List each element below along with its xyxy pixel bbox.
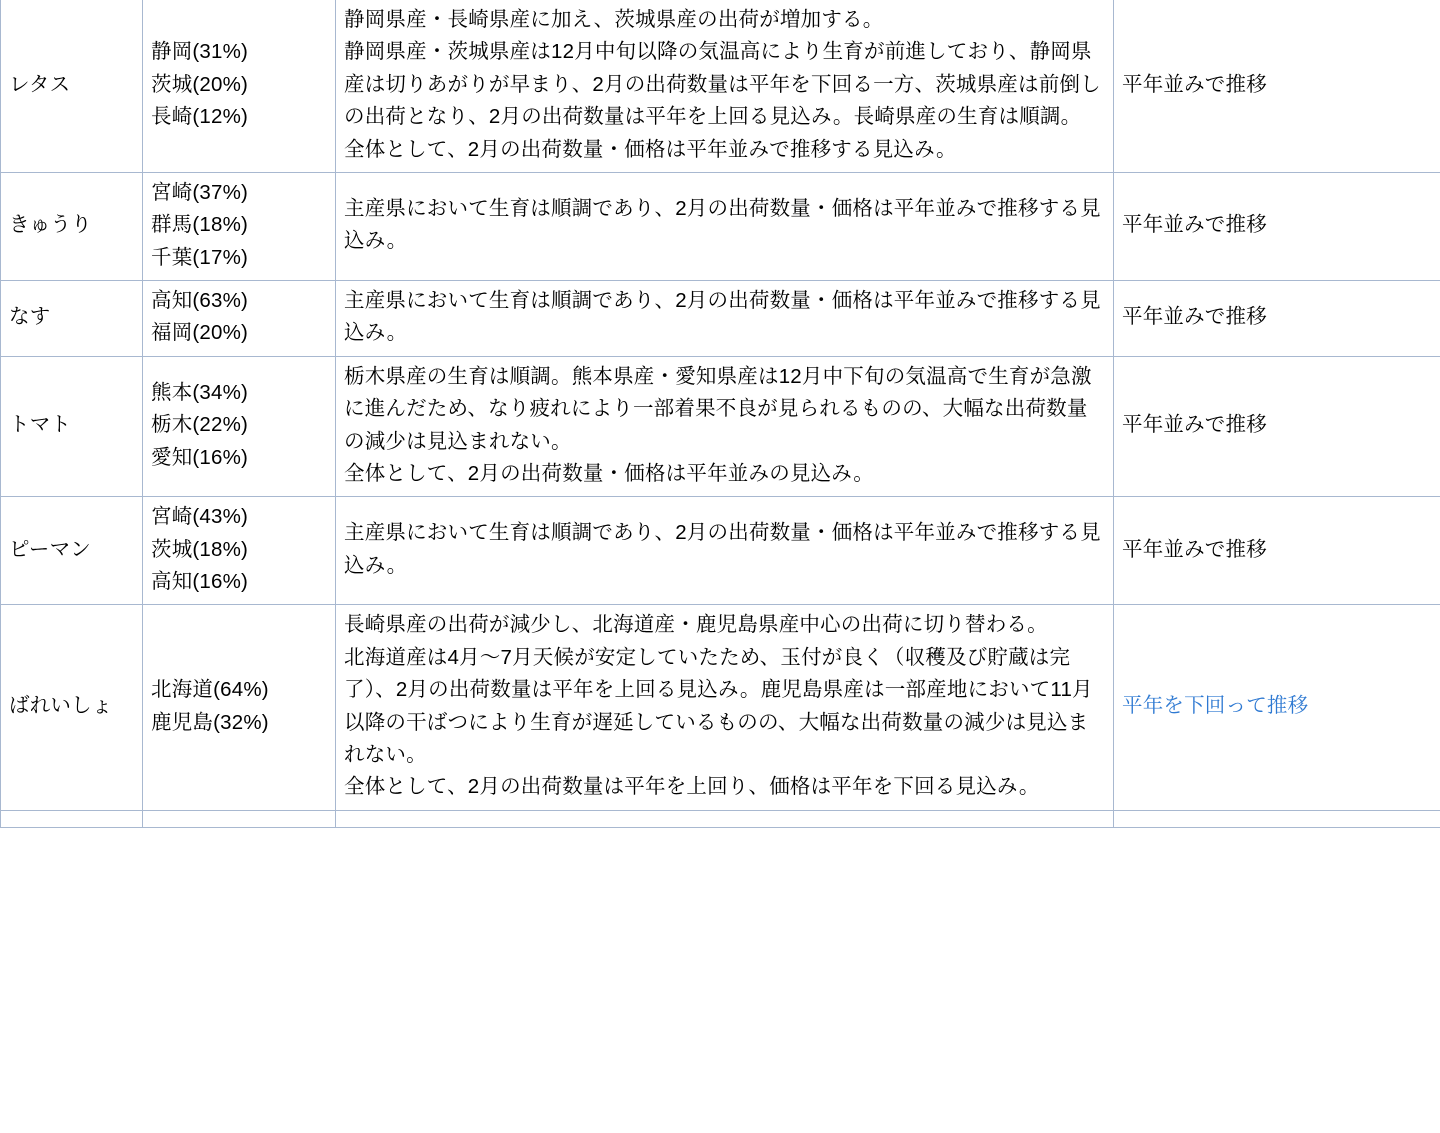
description-line: 長崎県産の出荷が減少し、北海道産・鹿児島県産中心の出荷に切り替わる。 (344, 613, 1048, 637)
table-row[interactable] (1, 172, 1440, 280)
cell-description (336, 172, 1114, 280)
table-row[interactable] (1, 497, 1440, 605)
cell-trend (1114, 281, 1440, 357)
description-line: 全体として、2月の出荷数量は平年を上回り、価格は平年を下回る見込み。 (344, 775, 1040, 799)
prefecture-share: 鹿児島(32%) (151, 710, 269, 734)
prefecture-share: 福岡(20%) (151, 321, 249, 345)
cell-prefectures (143, 605, 336, 810)
description-line: 主産県において生育は順調であり、2月の出荷数量・価格は平年並みで推移する見込み。 (344, 289, 1101, 345)
prefecture-share: 北海道(64%) (151, 678, 269, 702)
prefecture-share: 宮崎(43%) (151, 505, 249, 529)
cell-item: ばれいしょ (1, 605, 143, 810)
cell-item: きゅうり (1, 172, 143, 280)
trend-text: 平年並みで推移 (1122, 537, 1267, 561)
cell-item: レタス (1, 0, 143, 172)
cell-item: トマト (1, 356, 143, 497)
description-line: 静岡県産・茨城県産は12月中旬以降の気温高により生育が前進しており、静岡県産は切りあがりが早まり、2月の出荷数量は平年を下回る一方、茨城県産は前倒しの出荷となり、2月の出荷数量は平年を上回る見込み。長崎県産の生育は順調。 (344, 40, 1101, 129)
cell-trend (1114, 810, 1440, 827)
cell-trend (1114, 605, 1440, 810)
prefecture-share: 宮崎(37%) (151, 180, 249, 204)
description-line: 全体として、2月の出荷数量・価格は平年並みの見込み。 (344, 461, 874, 485)
prefecture-share: 栃木(22%) (151, 413, 249, 437)
table-row-partial (1, 810, 1440, 827)
cell-prefectures (143, 356, 336, 497)
prefecture-share: 静岡(31%) (151, 40, 249, 64)
prefecture-share: 熊本(34%) (151, 380, 249, 404)
description-line: 栃木県産の生育は順調。熊本県産・愛知県産は12月中下旬の気温高で生育が急激に進んだため、なり疲れにより一部着果不良が見られるものの、大幅な出荷数量の減少は見込まれない。 (344, 364, 1092, 453)
prefecture-share: 群馬(18%) (151, 213, 249, 237)
cell-trend (1114, 0, 1440, 172)
trend-text: 平年並みで推移 (1122, 213, 1267, 237)
cell-description (336, 605, 1114, 810)
cell-prefectures (143, 172, 336, 280)
cell-item: なす (1, 281, 143, 357)
description-line: 北海道産は4月〜7月天候が安定していたため、玉付が良く（収穫及び貯蔵は完了）、2月の出荷数量は平年を上回る見込み。鹿児島県産は一部産地において11月以降の干ばつにより生育が遅延しているものの、大幅な出荷数量の減少は見込まれない。 (344, 645, 1093, 766)
description-line: 全体として、2月の出荷数量・価格は平年並みで推移する見込み。 (344, 137, 957, 161)
cell-item: ピーマン (1, 497, 143, 605)
cell-item (1, 810, 143, 827)
trend-text: 平年並みで推移 (1122, 305, 1267, 329)
prefecture-share: 千葉(17%) (151, 245, 249, 269)
trend-text: 平年並みで推移 (1122, 413, 1267, 437)
cell-prefectures (143, 281, 336, 357)
prefecture-share: 高知(63%) (151, 289, 249, 312)
description-line: 主産県において生育は順調であり、2月の出荷数量・価格は平年並みで推移する見込み。 (344, 197, 1101, 253)
cell-prefectures (143, 497, 336, 605)
table-body (1, 0, 1440, 827)
cell-trend (1114, 497, 1440, 605)
table-row[interactable] (1, 605, 1440, 810)
prefecture-share: 長崎(12%) (151, 105, 249, 129)
description-line: 主産県において生育は順調であり、2月の出荷数量・価格は平年並みで推移する見込み。 (344, 521, 1101, 577)
table-row[interactable] (1, 356, 1440, 497)
table-row[interactable] (1, 0, 1440, 172)
cell-description (336, 0, 1114, 172)
cell-description (336, 356, 1114, 497)
cell-description (336, 281, 1114, 357)
cell-description (336, 810, 1114, 827)
cell-prefectures (143, 810, 336, 827)
prefecture-share: 茨城(18%) (151, 537, 249, 561)
cell-prefectures (143, 0, 336, 172)
trend-text: 平年を下回って推移 (1122, 694, 1309, 718)
prefecture-share: 愛知(16%) (151, 445, 249, 469)
description-line: 静岡県産・長崎県産に加え、茨城県産の出荷が増加する。 (344, 8, 884, 31)
table-row[interactable] (1, 281, 1440, 357)
trend-text: 平年並みで推移 (1122, 72, 1267, 96)
cell-trend (1114, 172, 1440, 280)
prefecture-share: 高知(16%) (151, 570, 249, 593)
cell-description (336, 497, 1114, 605)
cell-trend (1114, 356, 1440, 497)
prefecture-share: 茨城(20%) (151, 72, 249, 96)
